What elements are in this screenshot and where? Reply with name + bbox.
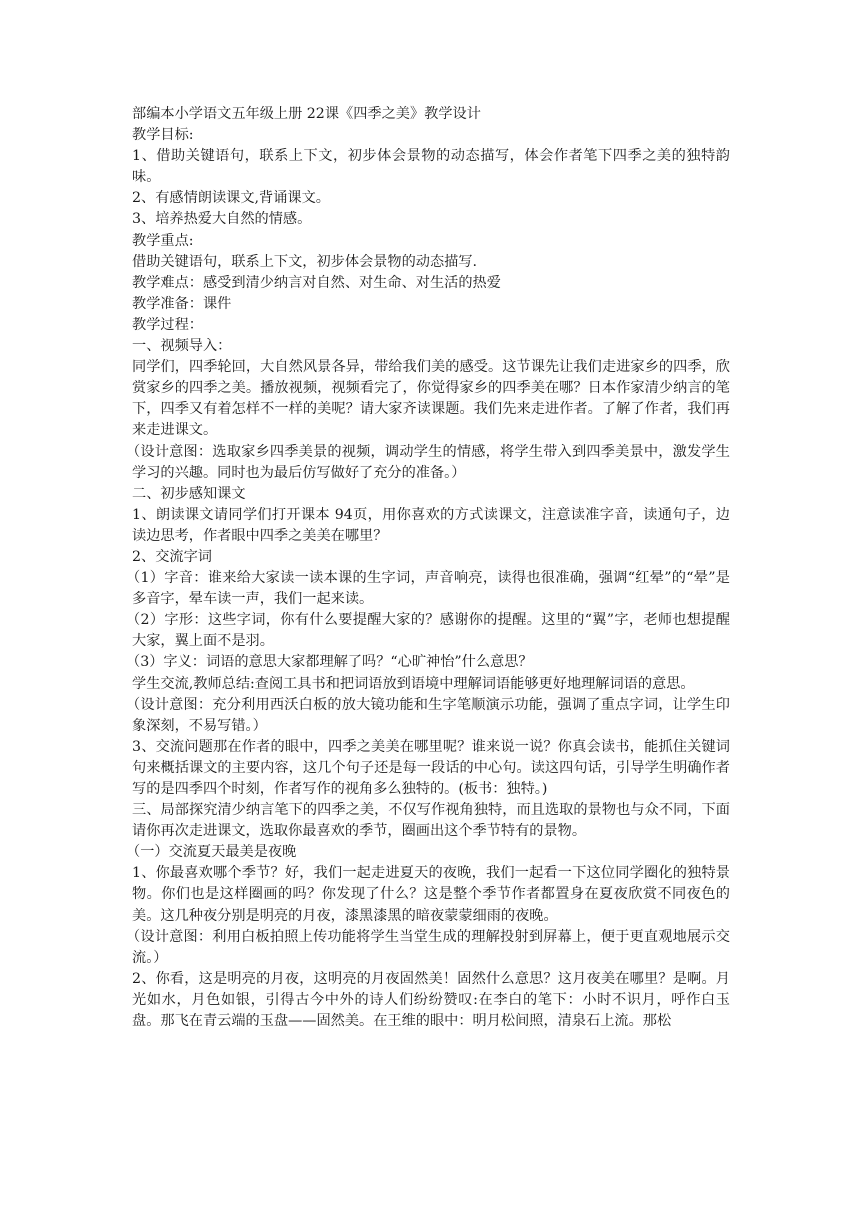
word-sound-paragraph: （1）字音：谁来给大家读一读本课的生字词，声音响亮，读得也很准确，强调“红晕”的“晕”是多音字，晕车读一声，我们一起来读。 (126, 570, 730, 608)
key-points-heading: 教学重点: (132, 232, 194, 249)
objective-2: 2、有感情朗读课文,背诵课文。 (132, 190, 330, 207)
key-points-text: 借助关键语句，联系上下文，初步体会景物的动态描写. (132, 253, 478, 270)
design-intent-3: （设计意图：利用白板拍照上传功能将学生当堂生成的理解投射到屏幕上，便于更直观地展示交流。） (126, 928, 730, 966)
section-2-item-2: 2、交流字词 (132, 548, 212, 565)
objective-1: 1、借助关键语句，联系上下文，初步体会景物的动态描写，体会作者笔下四季之美的独特韵味。 (132, 148, 730, 186)
section-2-item-3: 3、交流问题那在作者的眼中，四季之美美在哪里呢？谁来说一说？你真会读书，能抓住关键词句来概括课文的主要内容，这几个句子还是每一段话的中心句。读这四句话，引导学生明确作者写的是四季四个时刻，作者写作的视角多么独特的。(板书：独特。) (132, 738, 730, 797)
word-shape-paragraph: （2）字形：这些字词，你有什么要提醒大家的？感谢你的提醒。这里的“翼”字，老师也想提醒大家，翼上面不是羽。 (126, 612, 730, 650)
document-title: 部编本小学语文五年级上册 22课《四季之美》教学设计 (132, 106, 481, 122)
summer-item-2: 2、你看，这是明亮的月夜，这明亮的月夜固然美！固然什么意思？这月夜美在哪里？是啊。月光如水，月色如银，引得古今中外的诗人们纷纷赞叹:在李白的笔下：小时不识月，呼作白玉盘。那飞在青云端的玉盘——固然美。在王维的眼中：明月松间照，清泉石上流。那松 (132, 970, 730, 1030)
subsection-summer-heading: （一）交流夏天最美是夜晚 (126, 844, 297, 861)
section-1-heading: 一、视频导入： (132, 338, 232, 355)
section-3-heading: 三、局部探究清少纳言笔下的四季之美，不仅写作视角独特，而且选取的景物也与众不同，下面请你再次走进课文，选取你最喜欢的季节，圈画出这个季节特有的景物。 (132, 802, 730, 840)
design-intent-2: （设计意图：充分利用西沃白板的放大镜功能和生字笔顺演示功能，强调了重点字词，让学生印象深刻，不易写错。） (126, 696, 730, 734)
objectives-heading: 教学目标: (132, 127, 194, 144)
teacher-summary: 学生交流,教师总结:查阅工具书和把词语放到语境中理解词语能够更好地理解词语的意思。 (132, 675, 695, 692)
section-2-item-1: 1、朗读课文请同学们打开课本 94页，用你喜欢的方式读课文，注意读准字音，读通句子，边读边思考，作者眼中四季之美美在哪里？ (132, 506, 730, 544)
summer-item-1: 1、你最喜欢哪个季节？好，我们一起走进夏天的夜晚，我们一起看一下这位同学圈化的独特景物。你们也是这样圈画的吗？你发现了什么？这是整个季节作者都置身在夏夜欣赏不同夜色的美。这几种夜分别是明亮的月夜，漆黑漆黑的暗夜蒙蒙细雨的夜晚。 (132, 865, 730, 924)
design-intent-1: （设计意图：选取家乡四季美景的视频，调动学生的情感，将学生带入到四季美景中，激发学生学习的兴趣。同时也为最后仿写做好了充分的准备。） (126, 443, 730, 481)
preparation-text: 教学准备：课件 (132, 295, 232, 312)
process-heading: 教学过程： (132, 316, 203, 333)
objective-3: 3、培养热爱大自然的情感。 (132, 211, 312, 228)
word-meaning-paragraph: （3）字义：词语的意思大家都理解了吗？“心旷神怡”什么意思？ (126, 654, 533, 671)
difficulty-text: 教学难点：感受到清少纳言对自然、对生命、对生活的热爱 (132, 274, 501, 291)
section-2-heading: 二、初步感知课文 (132, 485, 246, 502)
document-page (126, 104, 730, 1032)
section-1-paragraph: 同学们，四季轮回，大自然风景各异，带给我们美的感受。这节课先让我们走进家乡的四季，欣赏家乡的四季之美。播放视频，视频看完了，你觉得家乡的四季美在哪？日本作家清少纳言的笔下，四季又有着怎样不一样的美呢？请大家齐读课题。我们先来走进作者。了解了作者，我们再来走进课文。 (132, 359, 730, 439)
